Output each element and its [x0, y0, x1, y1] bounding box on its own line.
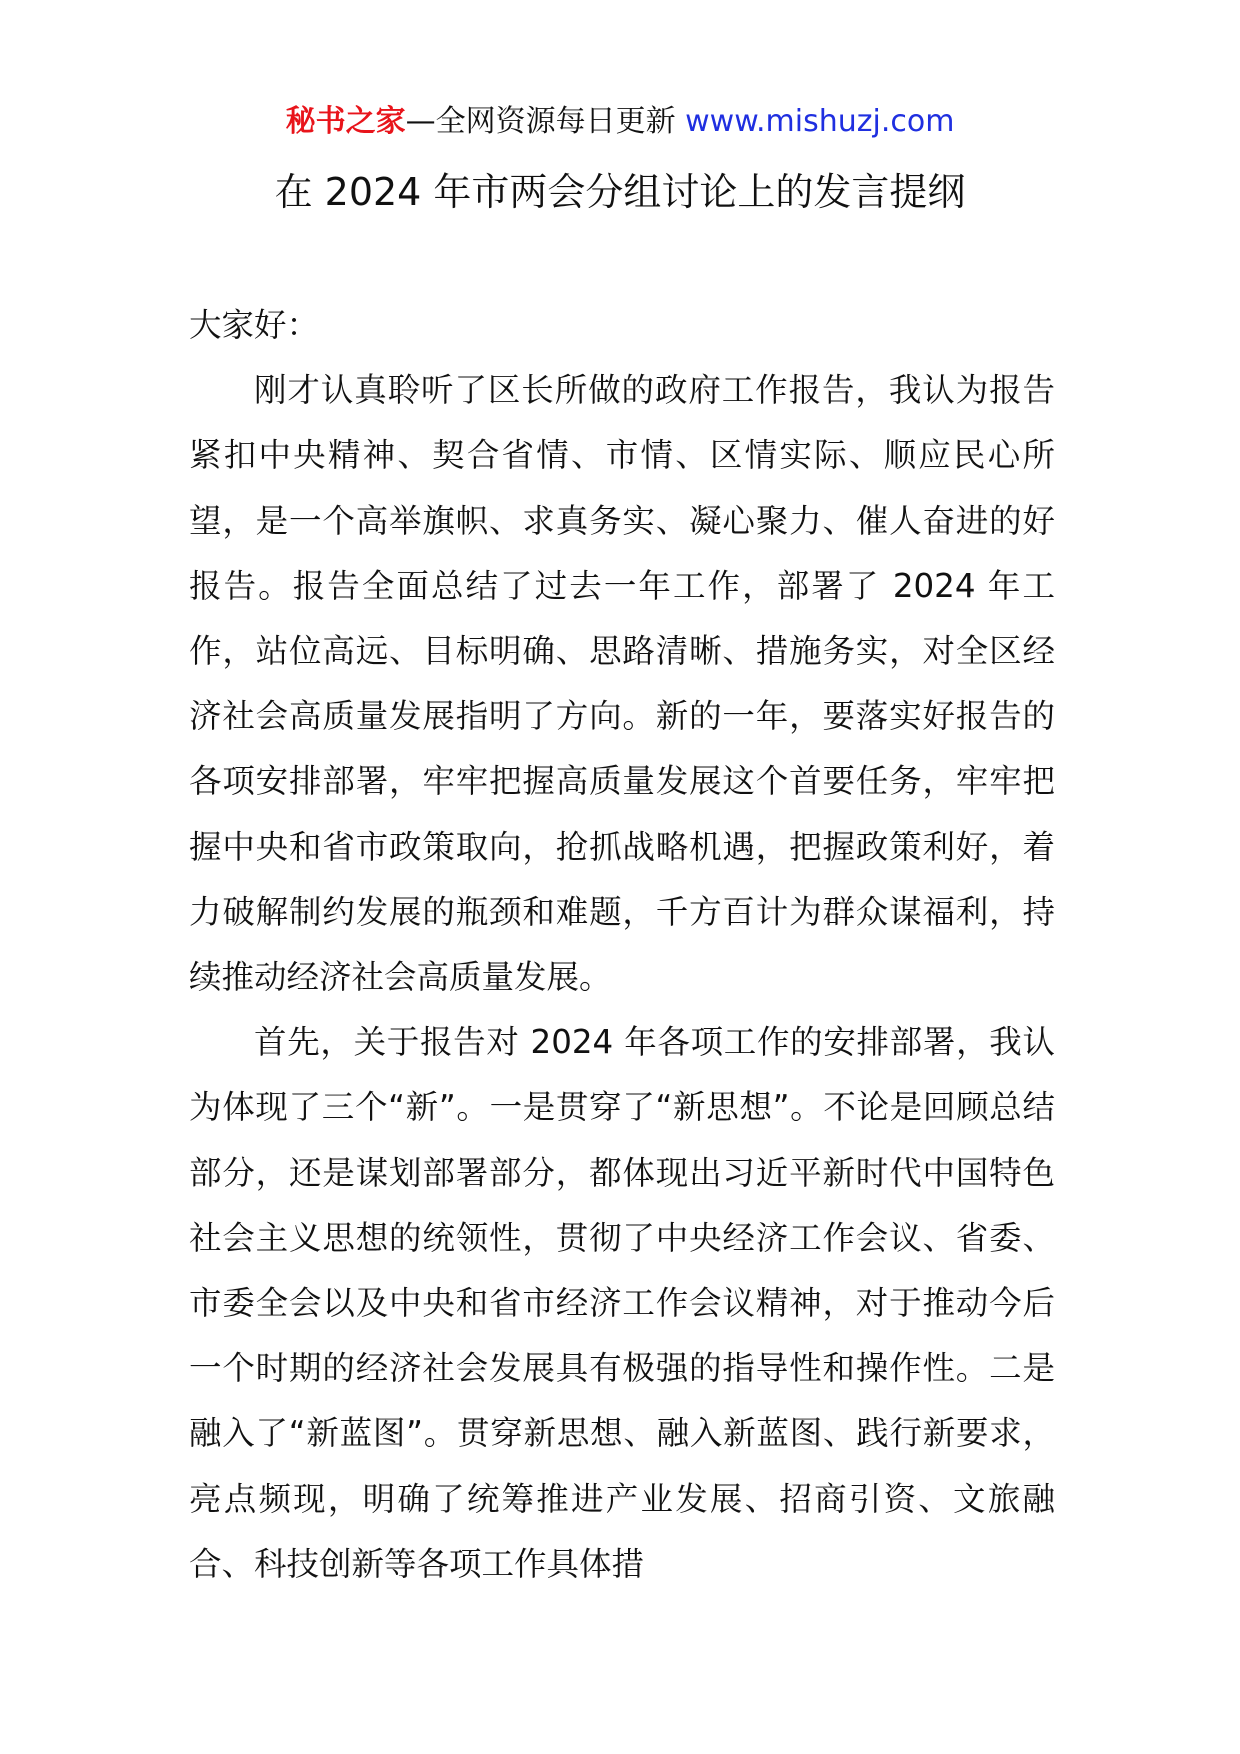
brand-name: 秘书之家	[285, 104, 406, 139]
paragraph: 刚才认真聆听了区长所做的政府工作报告，我认为报告紧扣中央精神、契合省情、市情、区情实际、顺应民心所望，是一个高举旗帜、求真务实、凝心聚力、催人奋进的好报告。报告全面总结了过去一年工作，部署了 2024 年工作，站位高远、目标明确、思路清晰、措施务实，对全区经济社会高质量发展指明了方向。新的一年，要落实好报告的各项安排部署，牢牢把握高质量发展这个首要任务，牢牢把握中央和省市政策取向，抢抓战略机遇，把握政策利好，着力破解制约发展的瓶颈和难题，千方百计为群众谋福利，持续推动经济社会高质量发展。	[189, 371, 1055, 997]
document-body	[189, 293, 1055, 1597]
site-header	[0, 102, 1240, 142]
greeting: 大家好：	[189, 306, 320, 344]
site-url-link[interactable]: www.mishuzj.com	[685, 104, 955, 139]
paragraph: 首先，关于报告对 2024 年各项工作的安排部署，我认为体现了三个“新”。一是贯穿了“新思想”。不论是回顾总结部分，还是谋划部署部分，都体现出习近平新时代中国特色社会主义思想的统领性，贯彻了中央经济工作会议、省委、市委全会以及中央和省市经济工作会议精神，对于推动今后一个时期的经济社会发展具有极强的指导性和操作性。二是融入了“新蓝图”。贯穿新思想、融入新蓝图、践行新要求，亮点频现，明确了统筹推进产业发展、招商引资、文旅融合、科技创新等各项工作具体措	[189, 1023, 1055, 1583]
document-title: 在 2024 年市两会分组讨论上的发言提纲	[274, 170, 966, 214]
header-tagline: —全网资源每日更新	[405, 104, 676, 139]
